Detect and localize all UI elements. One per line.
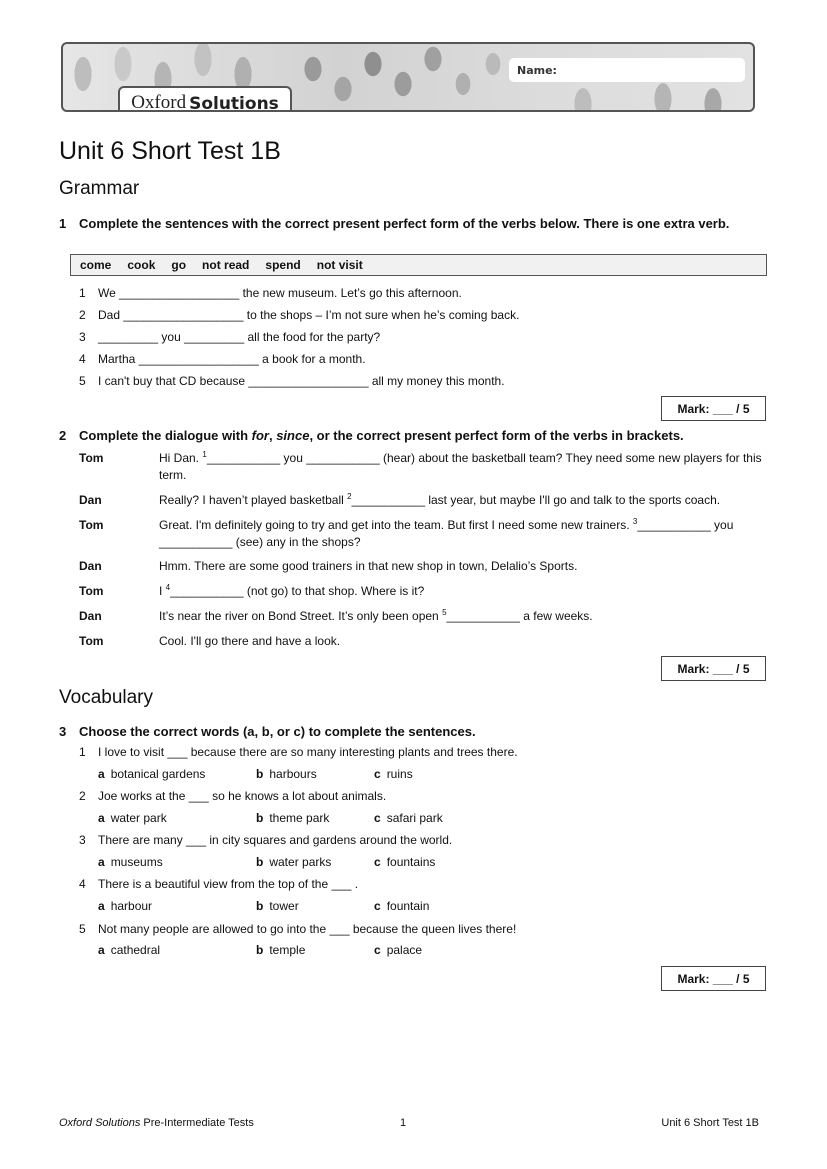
- option-letter: c: [374, 855, 381, 869]
- option-text: botanical gardens: [110, 767, 206, 781]
- option-text: harbour: [110, 899, 153, 913]
- option-a[interactable]: [98, 943, 160, 958]
- item-number: 2: [79, 308, 86, 322]
- option-c[interactable]: [374, 899, 429, 914]
- gap-number: 4: [165, 583, 171, 592]
- sentence-text: I can't buy that CD because __________________ all my money this month.: [98, 374, 505, 388]
- option-letter: a: [98, 943, 105, 957]
- name-field[interactable]: [509, 58, 745, 82]
- option-c[interactable]: [374, 943, 422, 958]
- speaker: Dan: [79, 493, 102, 507]
- footer-left: [59, 1117, 254, 1129]
- option-letter: c: [374, 899, 381, 913]
- text-part: ___________ (not go) to that shop. Where is it?: [170, 584, 425, 598]
- dialogue-line: [79, 558, 769, 575]
- option-b[interactable]: [256, 811, 329, 826]
- dialogue-line: [79, 583, 769, 600]
- gap-number: 3: [632, 517, 638, 526]
- dialogue-line: [79, 492, 769, 509]
- dialogue-text: [159, 608, 769, 625]
- gap-number: 5: [442, 608, 447, 617]
- item-number: 2: [79, 789, 86, 803]
- dialogue-text: [159, 517, 769, 551]
- text-part: Cool. I'll go there and have a look.: [159, 634, 341, 648]
- speaker: Tom: [79, 518, 104, 532]
- option-text: palace: [386, 943, 423, 957]
- option-letter: c: [374, 767, 381, 781]
- option-letter: b: [256, 855, 264, 869]
- q1-sentence: [79, 286, 462, 301]
- option-text: safari park: [386, 811, 443, 825]
- dialogue-text: [159, 492, 769, 509]
- dialogue-text: [159, 633, 769, 650]
- sentence-text: Dad __________________ to the shops – I’m not sure when he’s coming back.: [98, 308, 520, 322]
- sentence-text: _________ you _________ all the food for the party?: [98, 330, 381, 344]
- mark-box-q3: Mark: ___ / 5: [661, 966, 766, 991]
- text-part: ___________ last year, but maybe I'll go and talk to the sports coach.: [351, 493, 721, 507]
- text-part: ___________ you ___________ (hear) about the basketball team? They need some new players for this term.: [159, 451, 762, 482]
- sentence-text: We __________________ the new museum. Let’s go this afternoon.: [98, 286, 462, 300]
- word-bank-item: cook: [127, 258, 156, 272]
- option-text: temple: [269, 943, 306, 957]
- question-number: 1: [59, 216, 67, 231]
- brand-logo-bold: Solutions: [189, 94, 279, 112]
- option-text: fountain: [386, 899, 430, 913]
- option-letter: a: [98, 855, 105, 869]
- dialogue-line: [79, 633, 769, 650]
- word-bank-item: spend: [265, 258, 301, 272]
- option-a[interactable]: [98, 811, 167, 826]
- question-2-instruction: [59, 428, 759, 444]
- item-number: 4: [79, 352, 86, 366]
- dialogue-line: [79, 450, 769, 484]
- option-letter: a: [98, 811, 105, 825]
- option-letter: a: [98, 899, 105, 913]
- option-a[interactable]: [98, 767, 205, 782]
- option-b[interactable]: [256, 943, 305, 958]
- name-label: Name:: [517, 63, 557, 77]
- instruction-part: Complete the dialogue with: [79, 428, 252, 443]
- text-part: Great. I'm definitely going to try and get into the team. But first I need some new trainers.: [159, 518, 633, 532]
- option-c[interactable]: [374, 855, 435, 870]
- instruction-text: [79, 428, 759, 444]
- option-b[interactable]: [256, 899, 299, 914]
- page-number: 1: [400, 1117, 407, 1129]
- instruction-part: ,: [268, 428, 277, 443]
- section-heading-vocabulary: Vocabulary: [59, 687, 154, 708]
- option-a[interactable]: [98, 899, 152, 914]
- mark-box-q1: Mark: ___ / 5: [661, 396, 766, 421]
- question-number: 2: [59, 428, 67, 443]
- speaker: Tom: [79, 451, 104, 465]
- word-bank: [70, 254, 767, 276]
- question-3-instruction: [59, 724, 759, 740]
- option-text: tower: [269, 899, 299, 913]
- item-text: There are many ___ in city squares and gardens around the world.: [98, 833, 453, 847]
- option-letter: c: [374, 811, 381, 825]
- option-a[interactable]: [98, 855, 163, 870]
- option-letter: b: [256, 767, 264, 781]
- text-part: ___________ a few weeks.: [446, 609, 593, 623]
- option-letter: c: [374, 943, 381, 957]
- brand-logo-light: Oxford: [131, 92, 187, 112]
- sentence-text: Martha __________________ a book for a month.: [98, 352, 366, 366]
- gap-number: 1: [202, 450, 207, 459]
- option-text: cathedral: [110, 943, 161, 957]
- text-part: Hi Dan.: [159, 451, 203, 465]
- q1-sentence: [79, 352, 366, 367]
- text-part: Hmm. There are some good trainers in that new shop in town, Delalio’s Sports.: [159, 559, 578, 573]
- speaker: Tom: [79, 634, 104, 648]
- page-title: Unit 6 Short Test 1B: [59, 137, 281, 165]
- item-text: Joe works at the ___ so he knows a lot about animals.: [98, 789, 387, 803]
- option-text: museums: [110, 855, 163, 869]
- option-text: water parks: [269, 855, 332, 869]
- speaker: Tom: [79, 584, 104, 598]
- word-bank-item: come: [80, 258, 112, 272]
- item-text: I love to visit ___ because there are so many interesting plants and trees there.: [98, 745, 518, 759]
- instruction-for: for: [251, 428, 269, 443]
- option-text: water park: [110, 811, 167, 825]
- header-banner: [61, 42, 755, 112]
- gap-number: 2: [347, 492, 352, 501]
- speaker: Dan: [79, 559, 102, 573]
- option-c[interactable]: [374, 811, 443, 826]
- instruction-since: since: [276, 428, 310, 443]
- text-part: ___________ you ___________ (see) any in the shops?: [159, 518, 734, 549]
- question-number: 3: [59, 724, 67, 739]
- footer-series: Pre-Intermediate Tests: [140, 1117, 254, 1129]
- dialogue-text: [159, 558, 769, 575]
- dialogue-line: [79, 608, 769, 625]
- instruction-text: Choose the correct words (a, b, or c) to complete the sentences.: [79, 724, 476, 739]
- q3-item: [79, 922, 516, 937]
- q3-item: [79, 789, 386, 804]
- dialogue-line: [79, 517, 769, 551]
- option-letter: b: [256, 943, 264, 957]
- item-number: 4: [79, 877, 86, 891]
- item-number: 1: [79, 286, 86, 300]
- section-heading-grammar: Grammar: [59, 178, 140, 199]
- option-b[interactable]: [256, 767, 317, 782]
- item-text: Not many people are allowed to go into the ___ because the queen lives there!: [98, 922, 517, 936]
- option-letter: b: [256, 899, 264, 913]
- dialogue-text: [159, 583, 769, 600]
- text-part: It’s near the river on Bond Street. It’s only been open: [159, 609, 443, 623]
- text-part: I: [159, 584, 166, 598]
- option-text: harbours: [269, 767, 317, 781]
- speaker: Dan: [79, 609, 102, 623]
- item-number: 3: [79, 833, 86, 847]
- q3-item: [79, 745, 518, 760]
- footer-right: Unit 6 Short Test 1B: [661, 1117, 759, 1129]
- footer-brand: Oxford Solutions: [59, 1117, 141, 1129]
- instruction-part: , or the correct present perfect form of the verbs in brackets.: [309, 428, 684, 443]
- option-letter: b: [256, 811, 264, 825]
- item-number: 5: [79, 374, 86, 388]
- option-c[interactable]: [374, 767, 413, 782]
- dialogue-text: [159, 450, 769, 484]
- word-bank-item: not read: [202, 258, 250, 272]
- option-letter: a: [98, 767, 105, 781]
- mark-box-q2: Mark: ___ / 5: [661, 656, 766, 681]
- word-bank-item: not visit: [316, 258, 363, 272]
- q3-item: [79, 833, 452, 848]
- item-number: 1: [79, 745, 86, 759]
- instruction-text: Complete the sentences with the correct present perfect form of the verbs below. There is one extra verb.: [79, 216, 730, 231]
- question-1-instruction: [59, 216, 759, 232]
- q1-sentence: [79, 308, 519, 323]
- option-text: theme park: [269, 811, 330, 825]
- option-text: ruins: [386, 767, 413, 781]
- q1-sentence: [79, 374, 505, 389]
- item-text: There is a beautiful view from the top of the ___ .: [98, 877, 359, 891]
- q1-sentence: [79, 330, 380, 345]
- option-b[interactable]: [256, 855, 331, 870]
- item-number: 3: [79, 330, 86, 344]
- option-text: fountains: [386, 855, 436, 869]
- item-number: 5: [79, 922, 86, 936]
- brand-logo: [118, 86, 292, 112]
- word-bank-item: go: [171, 258, 187, 272]
- q3-item: [79, 877, 358, 892]
- text-part: Really? I haven’t played basketball: [159, 493, 348, 507]
